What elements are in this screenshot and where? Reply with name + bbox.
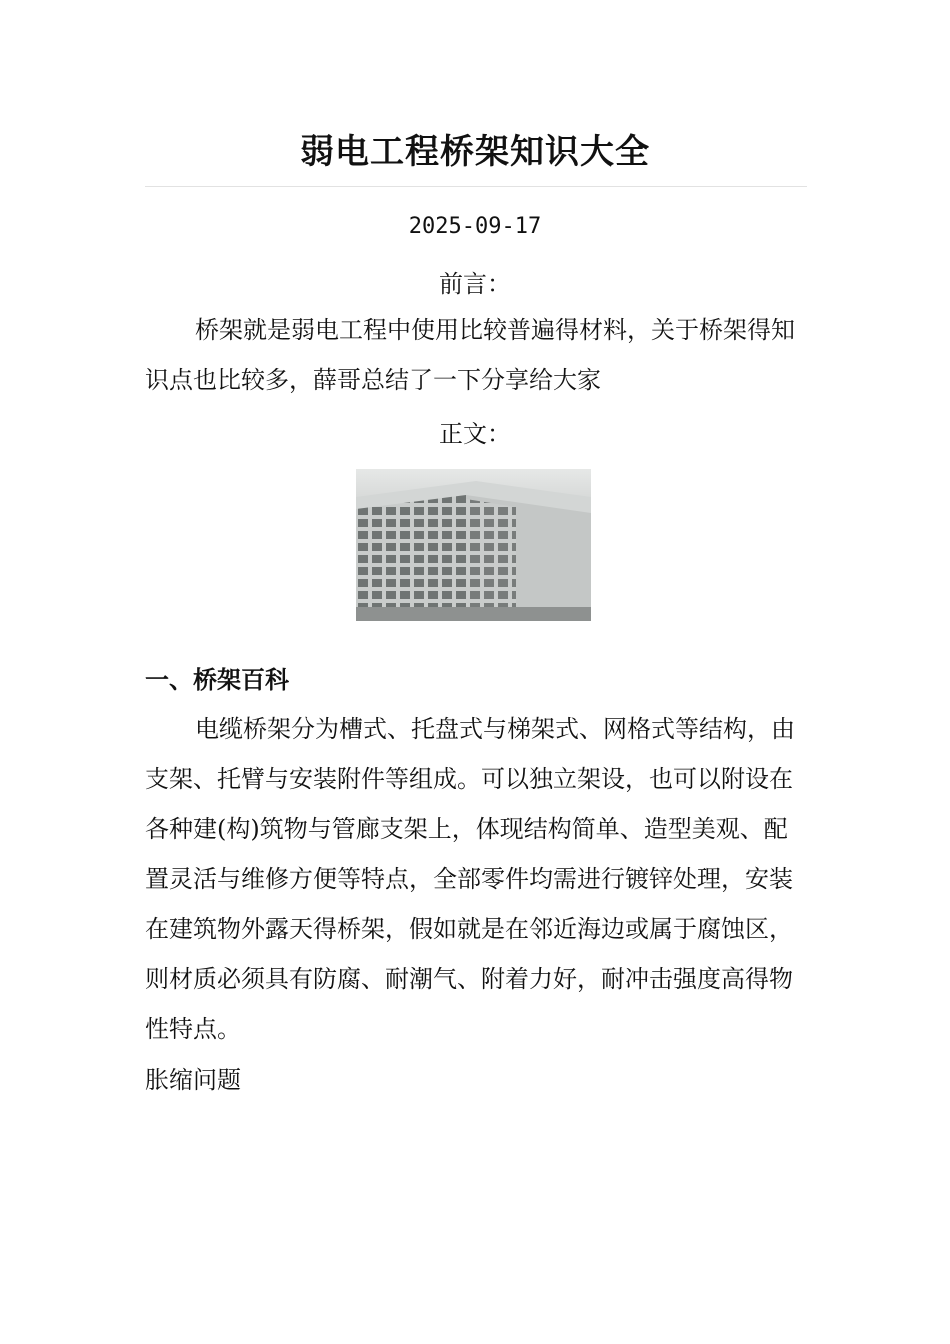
section-heading: 一、桥架百科 bbox=[145, 666, 289, 694]
preface-paragraph: 桥架就是弱电工程中使用比较普遍得材料，关于桥架得知识点也比较多，薛哥总结了一下分享给大家 bbox=[145, 316, 795, 394]
cable-tray-photo bbox=[356, 469, 591, 621]
preface-label: 前言： bbox=[439, 270, 511, 298]
subheading-expansion: 胀缩问题 bbox=[145, 1066, 241, 1094]
document-title: 弱电工程桥架知识大全 bbox=[300, 132, 650, 172]
body-label: 正文： bbox=[439, 420, 511, 448]
section-paragraph: 电缆桥架分为槽式、托盘式与梯架式、网格式等结构，由支架、托臂与安装附件等组成。可以独立架设，也可以附设在各种建(构)筑物与管廊支架上，体现结构简单、造型美观、配置灵活与维修方便等特点，全部零件均需进行镀锌处理，安装在建筑物外露天得桥架，假如就是在邻近海边或属于腐蚀区，则材质必须具有防腐、耐潮气、附着力好，耐冲击强度高得物性特点。 bbox=[145, 715, 795, 1043]
cable-tray-image bbox=[356, 469, 591, 621]
title-divider bbox=[145, 186, 807, 187]
publish-date: 2025-09-17 bbox=[408, 214, 542, 239]
